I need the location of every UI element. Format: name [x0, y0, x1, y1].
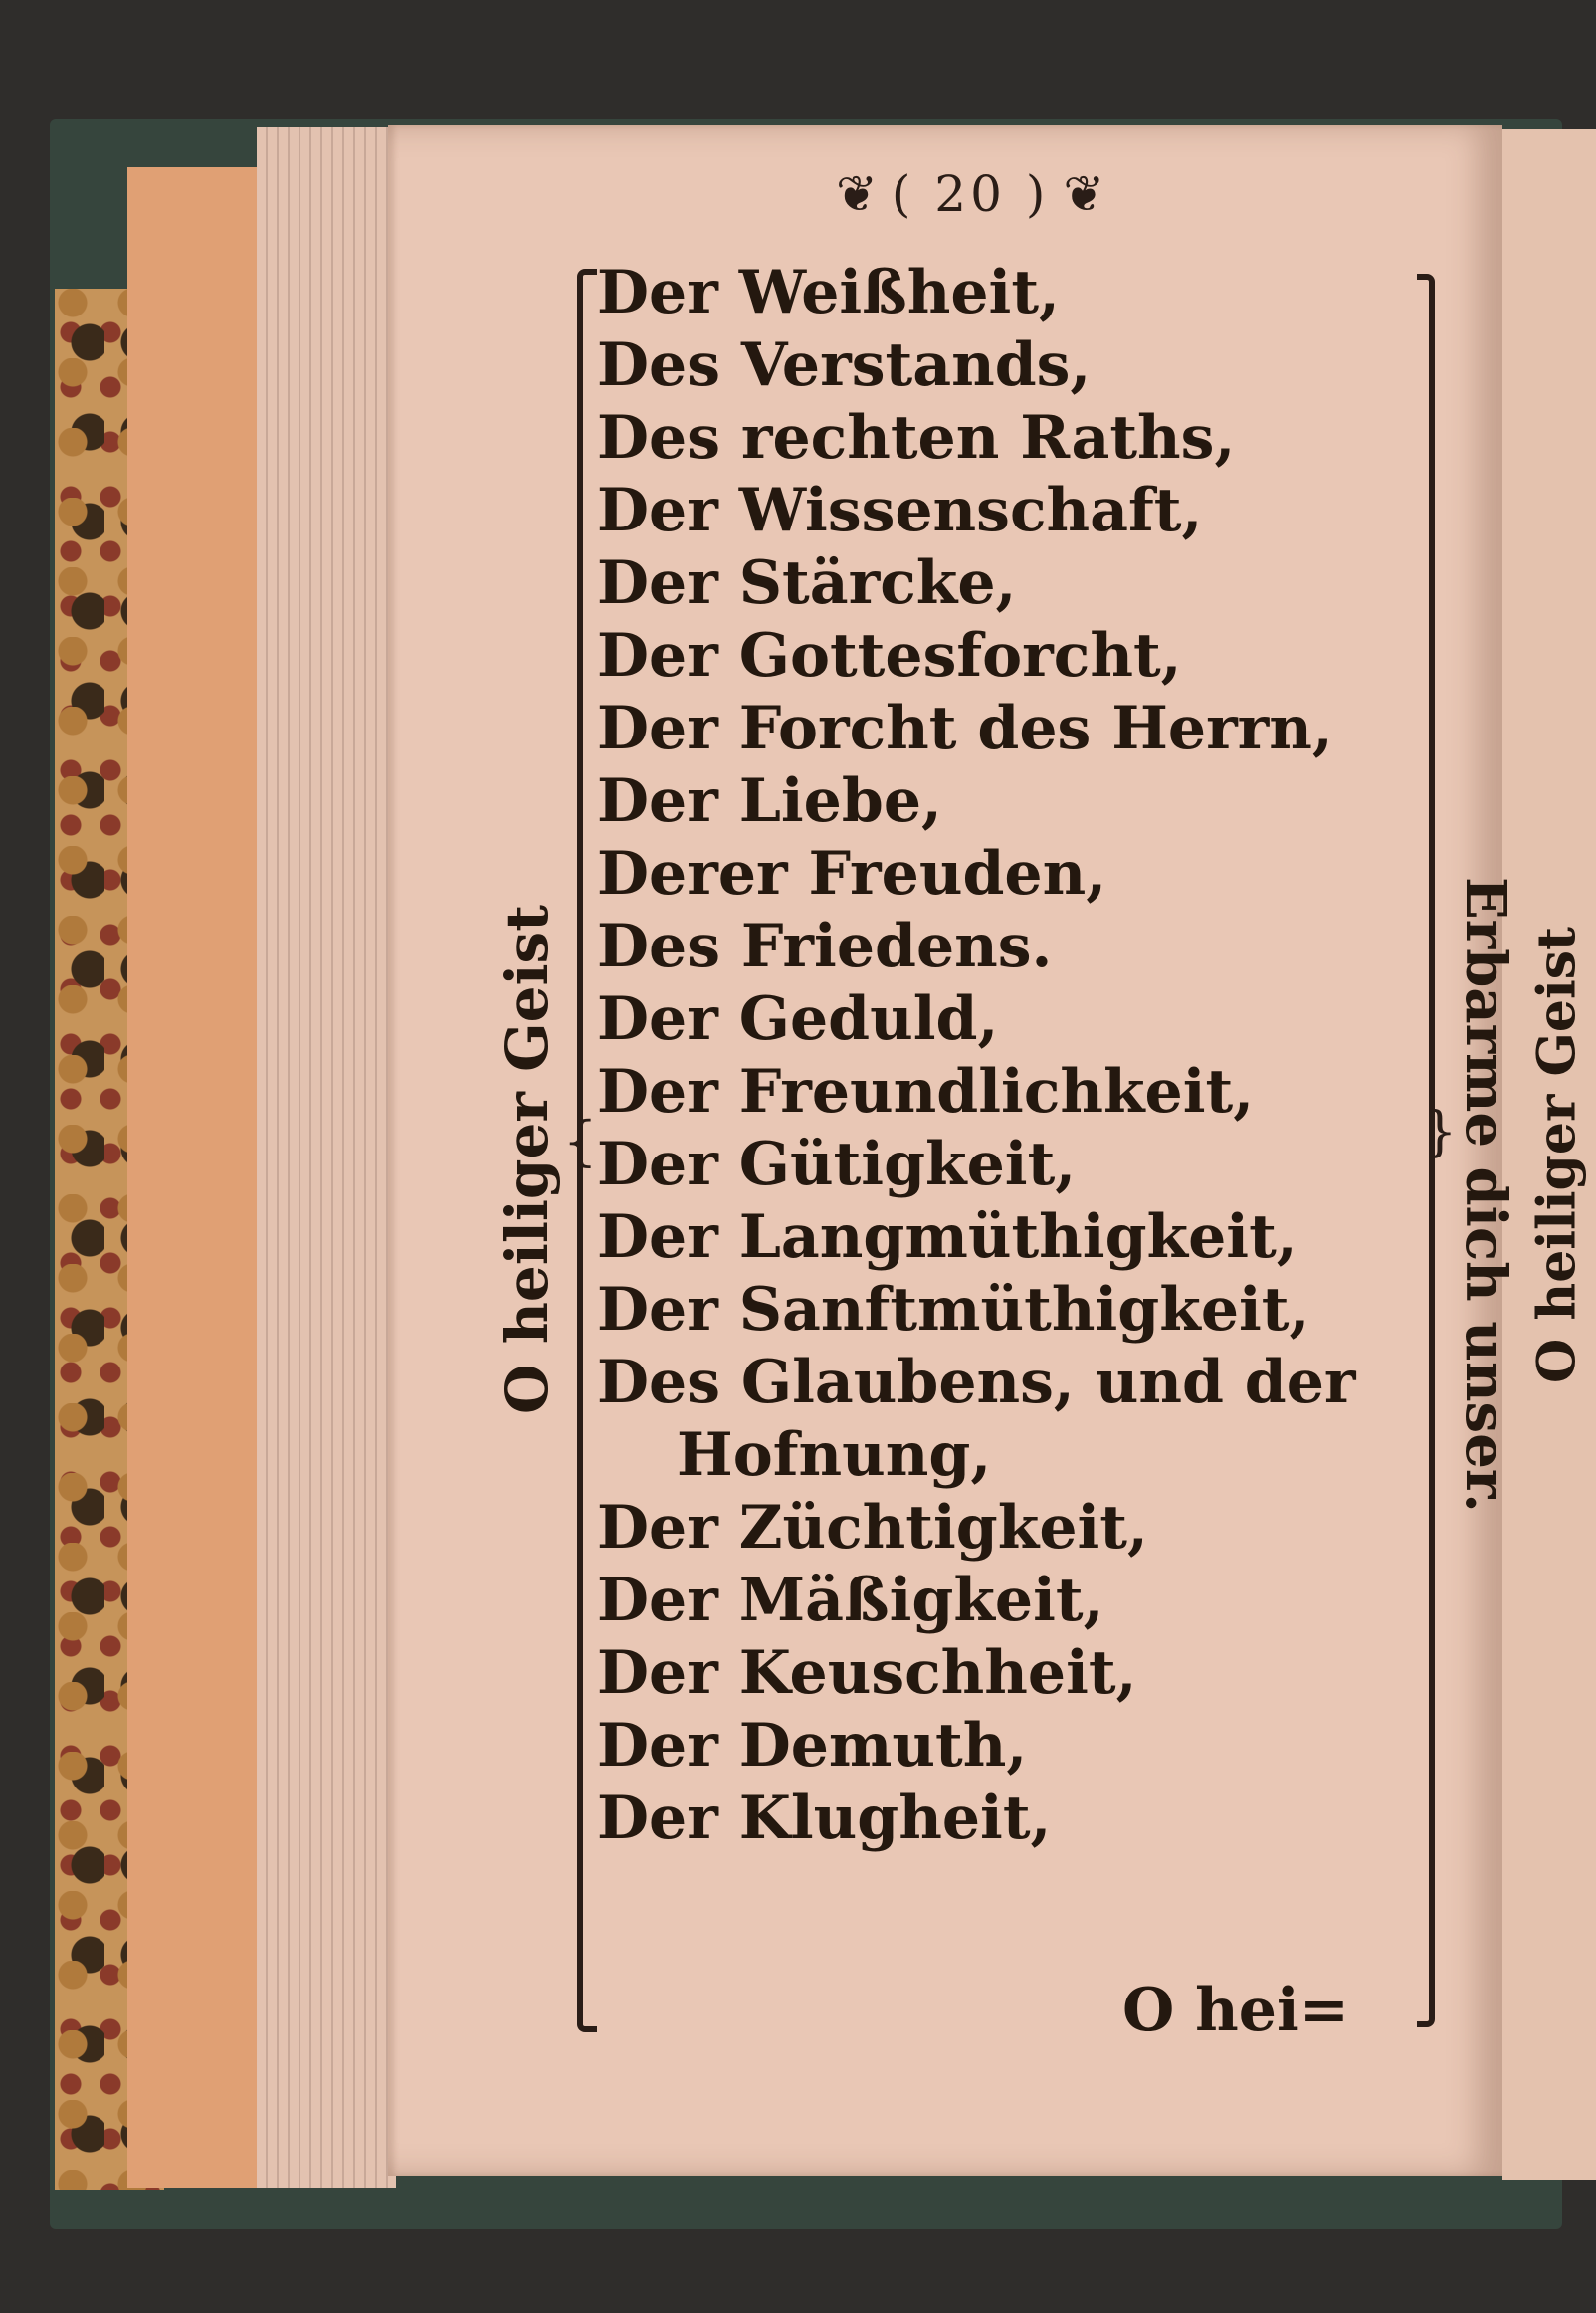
- litany-line: Der Weißheit,: [597, 258, 1060, 327]
- litany-line: Der Mäßigkeit,: [597, 1566, 1104, 1635]
- response-label: Erbarme dich unser.: [1453, 876, 1518, 1513]
- litany-line: Der Demuth,: [597, 1711, 1028, 1781]
- litany-line: Der Freundlichkeit,: [597, 1057, 1255, 1127]
- left-brace-tip: {: [563, 1110, 598, 1172]
- ornament-left-icon: ❦: [836, 165, 878, 223]
- litany-line: Der Forcht des Herrn,: [597, 694, 1333, 763]
- side-label: O heiliger Geist: [494, 905, 561, 1415]
- litany-list: [597, 257, 1423, 1855]
- litany-line: Des rechten Raths,: [597, 403, 1236, 473]
- litany-line: Der Gütigkeit,: [597, 1130, 1077, 1199]
- litany-line: Der Liebe,: [597, 766, 942, 836]
- litany-line: Des Verstands,: [597, 330, 1092, 400]
- litany-line: Der Langmüthigkeit,: [597, 1202, 1297, 1272]
- litany-line: Der Klugheit,: [597, 1784, 1052, 1853]
- catchword: O hei=: [1122, 1976, 1350, 2045]
- litany-line: Der Gottesforcht,: [597, 621, 1182, 691]
- litany-line: Der Züchtigkeit,: [597, 1493, 1148, 1563]
- page-header: [836, 159, 1254, 229]
- litany-line: Der Wissenschaft,: [597, 476, 1203, 545]
- litany-line: Der Keuschheit,: [597, 1638, 1137, 1708]
- right-brace-tip: }: [1423, 1100, 1458, 1162]
- litany-line: Des Glaubens, und der: [597, 1348, 1356, 1417]
- facing-page-label: O heiliger Geist: [1526, 926, 1588, 1383]
- litany-line: Der Stärcke,: [597, 548, 1017, 618]
- litany-line: Derer Freuden,: [597, 839, 1107, 909]
- litany-line: Des Friedens.: [597, 912, 1053, 981]
- ornament-right-icon: ❦: [1063, 165, 1105, 223]
- litany-line: Der Sanftmüthigkeit,: [597, 1275, 1310, 1345]
- page-number: ( 20 ): [891, 165, 1050, 223]
- page-edges: [257, 127, 396, 2188]
- litany-line: Hofnung,: [677, 1420, 992, 1490]
- litany-line: Der Geduld,: [597, 984, 999, 1054]
